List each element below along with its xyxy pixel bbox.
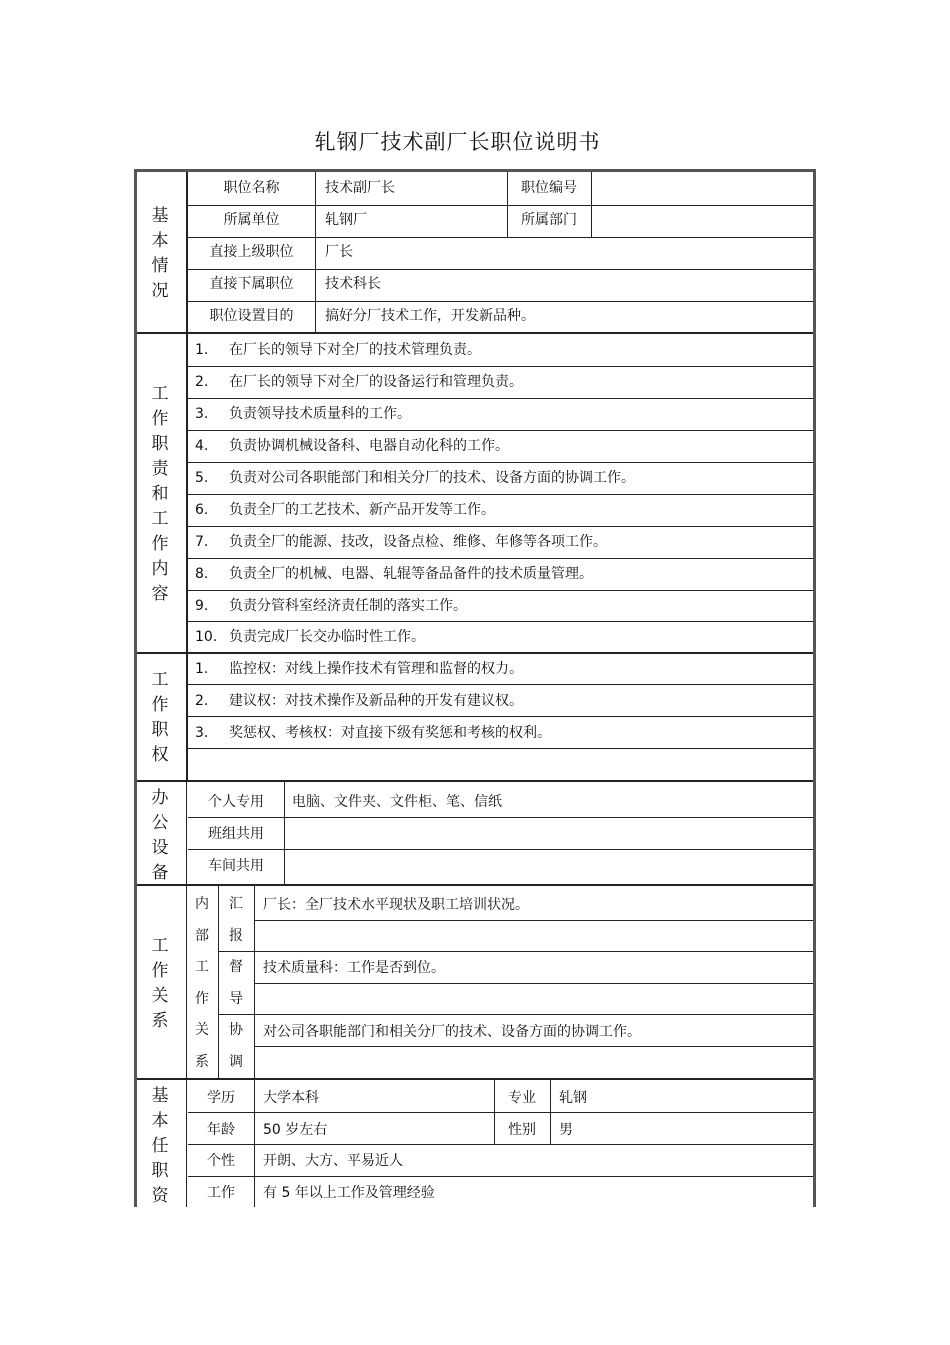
col-line [591, 172, 592, 237]
col-line [315, 172, 316, 332]
row-line [188, 301, 813, 302]
superior-label: 直接上级职位 [209, 244, 294, 260]
position-name-label: 职位名称 [223, 180, 280, 196]
personal-label: 个人专用 [208, 794, 264, 810]
label-column-divider [186, 782, 187, 1207]
row-line [188, 269, 813, 270]
subordinate-label: 直接下属职位 [209, 276, 294, 292]
col-line [254, 1080, 255, 1207]
row-line [188, 462, 813, 463]
row-line [188, 716, 813, 717]
duty-item: 1. 在厂长的领导下对全厂的技术管理负责。 [195, 342, 481, 358]
page-title: 轧钢厂技术副厂长职位说明书 [314, 130, 601, 154]
work-value: 有 5 年以上工作及管理经验 [263, 1185, 435, 1201]
section-divider [137, 332, 813, 334]
gender-value: 男 [559, 1122, 573, 1138]
workshop-label: 车间共用 [208, 858, 264, 874]
row-line [188, 205, 813, 206]
dept-label: 所属部门 [521, 212, 577, 228]
major-label: 专业 [508, 1090, 536, 1106]
duty-item: 4. 负责协调机械设备科、电器自动化科的工作。 [195, 438, 509, 454]
authority-item: 2. 建议权：对技术操作及新品种的开发有建议权。 [195, 693, 523, 709]
supervise-value: 技术质量科：工作是否到位。 [263, 960, 445, 976]
section-label-qualifications: 基本任职资 [151, 1086, 169, 1206]
section-divider [137, 1078, 813, 1080]
coordinate-value: 对公司各职能部门和相关分厂的技术、设备方面的协调工作。 [263, 1024, 641, 1040]
duty-item: 3. 负责领导技术质量科的工作。 [195, 406, 411, 422]
col-line [254, 886, 255, 1078]
duty-item: 2. 在厂长的领导下对全厂的设备运行和管理负责。 [195, 374, 523, 390]
duty-item: 9. 负责分管科室经济责任制的落实工作。 [195, 598, 467, 614]
row-line [188, 430, 813, 431]
unit-label: 所属单位 [223, 212, 280, 228]
row-line [188, 526, 813, 527]
personality-label: 个性 [207, 1153, 235, 1169]
purpose-label: 职位设置目的 [209, 308, 294, 324]
purpose-value: 搞好分厂技术工作，开发新品种。 [325, 308, 535, 324]
row-line [188, 684, 813, 685]
label-column-divider [186, 172, 188, 780]
col-line [218, 886, 219, 1078]
supervise-label: 督导 [229, 959, 243, 1007]
personality-value: 开朗、大方、平易近人 [263, 1153, 403, 1169]
unit-value: 轧钢厂 [325, 212, 367, 228]
col-line [284, 782, 285, 884]
row-line [255, 983, 813, 984]
authority-item: 1. 监控权：对线上操作技术有管理和监督的权力。 [195, 661, 523, 677]
duty-item: 10. 负责完成厂长交办临时性工作。 [195, 629, 425, 645]
subordinate-value: 技术科长 [325, 276, 381, 292]
gender-label: 性别 [508, 1122, 536, 1138]
section-divider [137, 652, 813, 654]
section-divider [137, 780, 813, 782]
position-code-label: 职位编号 [521, 180, 577, 196]
section-label-equipment: 办公设备 [151, 788, 169, 883]
row-line [255, 920, 813, 921]
row-line [188, 237, 813, 238]
authority-item: 3. 奖惩权、考核权：对直接下级有奖惩和考核的权利。 [195, 725, 551, 741]
team-label: 班组共用 [208, 826, 264, 842]
major-value: 轧钢 [559, 1090, 587, 1106]
personal-value: 电脑、文件夹、文件柜、笔、信纸 [292, 794, 502, 810]
superior-value: 厂长 [325, 244, 353, 260]
section-label-relations: 工作关系 [151, 936, 169, 1031]
row-line [188, 366, 813, 367]
coordinate-label: 协调 [229, 1022, 243, 1070]
row-line [219, 1014, 813, 1015]
row-line [188, 849, 813, 850]
row-line [188, 590, 813, 591]
age-label: 年龄 [207, 1122, 235, 1138]
row-line [255, 1046, 813, 1047]
education-value: 大学本科 [263, 1090, 319, 1106]
duty-item: 6. 负责全厂的工艺技术、新产品开发等工作。 [195, 502, 495, 518]
col-line [550, 1080, 551, 1144]
row-line [188, 398, 813, 399]
row-line [188, 621, 813, 622]
row-line [219, 951, 813, 952]
row-line [188, 494, 813, 495]
row-line [188, 1144, 813, 1145]
row-line [188, 558, 813, 559]
duty-item: 8. 负责全厂的机械、电器、轧辊等备品备件的技术质量管理。 [195, 566, 593, 582]
age-value: 50 岁左右 [263, 1122, 328, 1138]
duty-item: 7. 负责全厂的能源、技改，设备点检、维修、年修等各项工作。 [195, 534, 607, 550]
education-label: 学历 [207, 1090, 235, 1106]
row-line [188, 748, 813, 749]
section-divider [137, 884, 813, 886]
position-name-value: 技术副厂长 [325, 180, 395, 196]
section-label-duties: 工作职责和工作内容 [151, 384, 169, 604]
row-line [188, 1112, 813, 1113]
report-label: 汇报 [229, 896, 243, 944]
work-label: 工作 [207, 1185, 235, 1201]
internal-relations-label: 内部工作关系 [195, 896, 209, 1070]
row-line [188, 1176, 813, 1177]
section-label-basic: 基本情况 [151, 206, 169, 301]
duty-item: 5. 负责对公司各职能部门和相关分厂的技术、设备方面的协调工作。 [195, 470, 635, 486]
report-value: 厂长：全厂技术水平现状及职工培训状况。 [263, 897, 529, 913]
section-label-authority: 工作职权 [151, 670, 169, 765]
row-line [188, 817, 813, 818]
